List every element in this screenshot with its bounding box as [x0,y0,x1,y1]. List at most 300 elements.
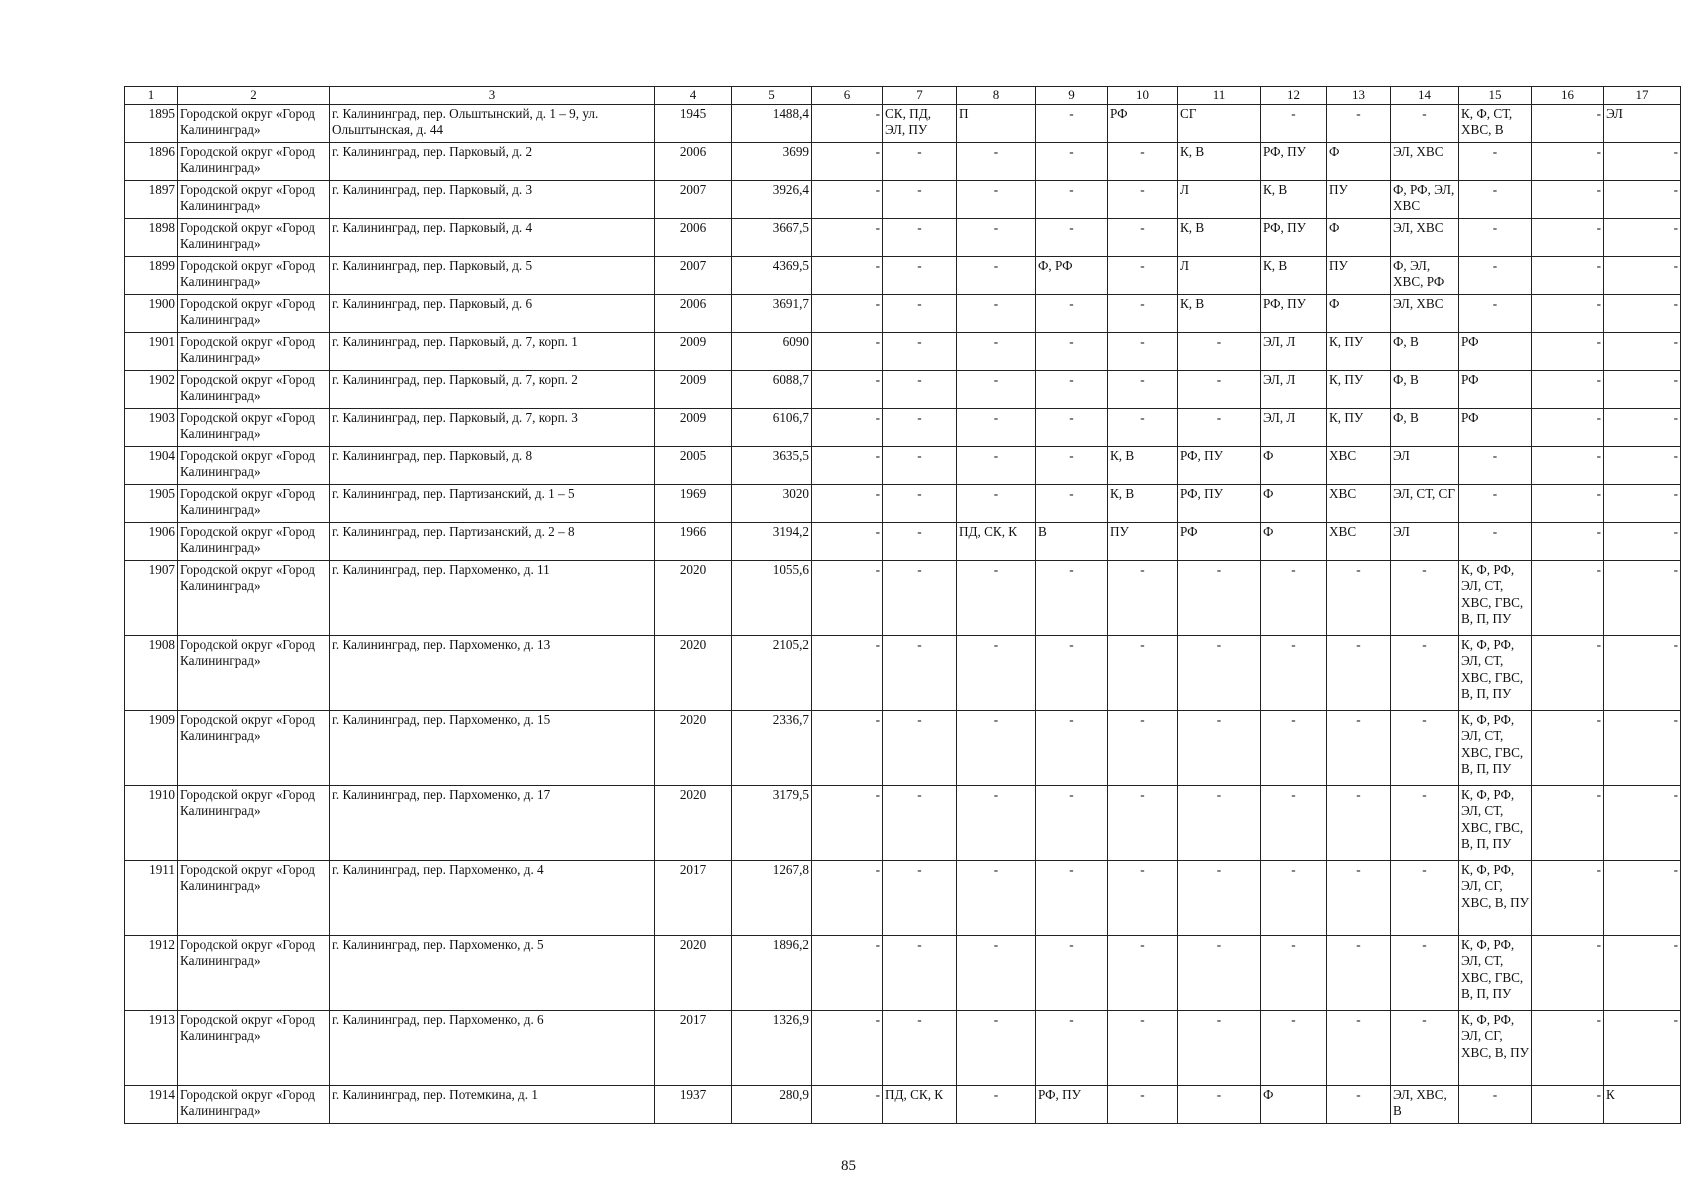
col-6-cell: - [812,635,883,710]
address-cell: г. Калининград, пер. Пархоменко, д. 11 [330,560,655,635]
address-cell: г. Калининград, пер. Пархоменко, д. 5 [330,935,655,1010]
table-row [125,710,1681,785]
municipality-cell: Городской округ «Город Калининград» [178,1085,330,1123]
row-number-cell: 1910 [125,785,178,860]
col-12-cell: ЭЛ, Л [1261,332,1327,370]
col-6-cell: - [812,522,883,560]
col-8-cell: - [957,408,1036,446]
column-header: 9 [1036,87,1108,105]
col-13-cell: - [1327,785,1391,860]
table-row [125,1010,1681,1085]
year-built-cell: 1966 [655,522,732,560]
row-number-cell: 1895 [125,104,178,142]
col-15-cell: К, Ф, РФ, ЭЛ, СТ, ХВС, ГВС, В, П, ПУ [1459,785,1532,860]
col-6-cell: - [812,104,883,142]
col-6-cell: - [812,446,883,484]
col-11-cell: - [1178,635,1261,710]
col-16-cell: - [1532,446,1604,484]
col-9-cell: - [1036,560,1108,635]
col-12-cell: - [1261,710,1327,785]
col-14-cell: Ф, В [1391,370,1459,408]
col-12-cell: К, В [1261,256,1327,294]
col-11-cell: Л [1178,256,1261,294]
col-9-cell: - [1036,710,1108,785]
col-11-cell: - [1178,935,1261,1010]
col-17-cell: - [1604,935,1681,1010]
municipality-cell: Городской округ «Город Калининград» [178,142,330,180]
col-16-cell: - [1532,332,1604,370]
col-8-cell: - [957,218,1036,256]
address-cell: г. Калининград, пер. Парковый, д. 2 [330,142,655,180]
col-16-cell: - [1532,785,1604,860]
row-number-cell: 1909 [125,710,178,785]
col-13-cell: Ф [1327,142,1391,180]
col-13-cell: - [1327,635,1391,710]
col-16-cell: - [1532,860,1604,935]
table-row [125,332,1681,370]
municipality-cell: Городской округ «Город Калининград» [178,935,330,1010]
col-15-cell: К, Ф, РФ, ЭЛ, СГ, ХВС, В, ПУ [1459,860,1532,935]
col-16-cell: - [1532,635,1604,710]
col-17-cell: - [1604,370,1681,408]
total-area-cell: 3635,5 [732,446,812,484]
col-10-cell: - [1108,785,1178,860]
table-row [125,935,1681,1010]
row-number-cell: 1900 [125,294,178,332]
address-cell: г. Калининград, пер. Потемкина, д. 1 [330,1085,655,1123]
table-row [125,446,1681,484]
col-8-cell: - [957,370,1036,408]
col-14-cell: Ф, В [1391,408,1459,446]
address-cell: г. Калининград, пер. Парковый, д. 8 [330,446,655,484]
column-header: 10 [1108,87,1178,105]
col-13-cell: Ф [1327,294,1391,332]
total-area-cell: 2336,7 [732,710,812,785]
col-15-cell: - [1459,484,1532,522]
col-14-cell: ЭЛ [1391,446,1459,484]
col-9-cell: Ф, РФ [1036,256,1108,294]
col-15-cell: - [1459,294,1532,332]
municipality-cell: Городской округ «Город Калининград» [178,635,330,710]
col-13-cell: К, ПУ [1327,332,1391,370]
address-cell: г. Калининград, пер. Ольштынский, д. 1 – 9, ул. Ольштынская, д. 44 [330,104,655,142]
col-9-cell: - [1036,142,1108,180]
col-15-cell: К, Ф, СТ, ХВС, В [1459,104,1532,142]
col-11-cell: - [1178,332,1261,370]
table-row [125,860,1681,935]
col-17-cell: К [1604,1085,1681,1123]
column-header: 6 [812,87,883,105]
row-number-cell: 1904 [125,446,178,484]
col-15-cell: - [1459,1085,1532,1123]
col-9-cell: - [1036,446,1108,484]
col-13-cell: ПУ [1327,256,1391,294]
col-7-cell: - [883,710,957,785]
table-row [125,635,1681,710]
total-area-cell: 1488,4 [732,104,812,142]
row-number-cell: 1907 [125,560,178,635]
municipality-cell: Городской округ «Город Калининград» [178,446,330,484]
municipality-cell: Городской округ «Город Калининград» [178,332,330,370]
total-area-cell: 3691,7 [732,294,812,332]
col-10-cell: - [1108,370,1178,408]
column-number-row [125,87,1681,105]
col-13-cell: - [1327,1010,1391,1085]
municipality-cell: Городской округ «Город Калининград» [178,180,330,218]
col-11-cell: СГ [1178,104,1261,142]
col-10-cell: - [1108,332,1178,370]
col-13-cell: - [1327,710,1391,785]
col-17-cell: - [1604,446,1681,484]
col-8-cell: - [957,635,1036,710]
address-cell: г. Калининград, пер. Парковый, д. 5 [330,256,655,294]
address-cell: г. Калининград, пер. Пархоменко, д. 17 [330,785,655,860]
total-area-cell: 6090 [732,332,812,370]
col-10-cell: - [1108,1085,1178,1123]
year-built-cell: 1937 [655,1085,732,1123]
col-16-cell: - [1532,1085,1604,1123]
col-16-cell: - [1532,710,1604,785]
municipality-cell: Городской округ «Город Калининград» [178,560,330,635]
column-header: 14 [1391,87,1459,105]
column-header: 7 [883,87,957,105]
col-15-cell: РФ [1459,370,1532,408]
col-11-cell: К, В [1178,294,1261,332]
col-10-cell: ПУ [1108,522,1178,560]
col-9-cell: В [1036,522,1108,560]
col-12-cell: РФ, ПУ [1261,142,1327,180]
col-9-cell: РФ, ПУ [1036,1085,1108,1123]
col-12-cell: - [1261,104,1327,142]
col-15-cell: РФ [1459,332,1532,370]
year-built-cell: 1969 [655,484,732,522]
col-12-cell: Ф [1261,522,1327,560]
col-17-cell: - [1604,484,1681,522]
table-body [125,104,1681,1123]
col-14-cell: - [1391,635,1459,710]
table-row [125,370,1681,408]
total-area-cell: 3020 [732,484,812,522]
col-11-cell: - [1178,710,1261,785]
col-15-cell: - [1459,256,1532,294]
col-14-cell: ЭЛ, ХВС [1391,142,1459,180]
municipality-cell: Городской округ «Город Калининград» [178,256,330,294]
address-cell: г. Калининград, пер. Пархоменко, д. 6 [330,1010,655,1085]
col-16-cell: - [1532,294,1604,332]
col-12-cell: - [1261,560,1327,635]
col-8-cell: - [957,560,1036,635]
col-7-cell: - [883,484,957,522]
col-14-cell: Ф, В [1391,332,1459,370]
row-number-cell: 1897 [125,180,178,218]
col-16-cell: - [1532,484,1604,522]
row-number-cell: 1896 [125,142,178,180]
row-number-cell: 1911 [125,860,178,935]
col-8-cell: ПД, СК, К [957,522,1036,560]
col-17-cell: - [1604,1010,1681,1085]
col-15-cell: - [1459,522,1532,560]
col-8-cell: - [957,1085,1036,1123]
col-16-cell: - [1532,522,1604,560]
col-14-cell: - [1391,935,1459,1010]
row-number-cell: 1899 [125,256,178,294]
col-12-cell: РФ, ПУ [1261,294,1327,332]
col-11-cell: РФ, ПУ [1178,446,1261,484]
table-row [125,408,1681,446]
col-14-cell: - [1391,104,1459,142]
municipality-cell: Городской округ «Город Калининград» [178,484,330,522]
col-7-cell: - [883,256,957,294]
table-row [125,104,1681,142]
table-row [125,142,1681,180]
column-header: 3 [330,87,655,105]
col-7-cell: - [883,522,957,560]
col-6-cell: - [812,332,883,370]
col-13-cell: - [1327,860,1391,935]
col-8-cell: - [957,1010,1036,1085]
address-cell: г. Калининград, пер. Партизанский, д. 2 – 8 [330,522,655,560]
table-row [125,256,1681,294]
column-header: 17 [1604,87,1681,105]
col-7-cell: - [883,860,957,935]
col-16-cell: - [1532,935,1604,1010]
year-built-cell: 2020 [655,935,732,1010]
col-14-cell: ЭЛ, ХВС, В [1391,1085,1459,1123]
year-built-cell: 2006 [655,218,732,256]
year-built-cell: 2020 [655,785,732,860]
address-cell: г. Калининград, пер. Партизанский, д. 1 – 5 [330,484,655,522]
total-area-cell: 1896,2 [732,935,812,1010]
col-13-cell: ХВС [1327,484,1391,522]
col-17-cell: ЭЛ [1604,104,1681,142]
col-7-cell: - [883,785,957,860]
col-7-cell: - [883,935,957,1010]
col-9-cell: - [1036,1010,1108,1085]
col-7-cell: - [883,218,957,256]
municipality-cell: Городской округ «Город Калининград» [178,370,330,408]
column-header: 13 [1327,87,1391,105]
municipality-cell: Городской округ «Город Калининград» [178,785,330,860]
year-built-cell: 2007 [655,256,732,294]
col-13-cell: - [1327,560,1391,635]
col-6-cell: - [812,484,883,522]
col-16-cell: - [1532,142,1604,180]
col-6-cell: - [812,935,883,1010]
year-built-cell: 2020 [655,710,732,785]
column-header: 16 [1532,87,1604,105]
col-8-cell: - [957,142,1036,180]
col-9-cell: - [1036,370,1108,408]
col-12-cell: Ф [1261,446,1327,484]
year-built-cell: 2007 [655,180,732,218]
col-9-cell: - [1036,294,1108,332]
year-built-cell: 2006 [655,142,732,180]
table-row [125,560,1681,635]
col-9-cell: - [1036,218,1108,256]
col-15-cell: - [1459,446,1532,484]
row-number-cell: 1912 [125,935,178,1010]
col-17-cell: - [1604,785,1681,860]
col-11-cell: - [1178,860,1261,935]
col-10-cell: - [1108,218,1178,256]
col-13-cell: К, ПУ [1327,408,1391,446]
col-16-cell: - [1532,370,1604,408]
col-9-cell: - [1036,484,1108,522]
col-6-cell: - [812,218,883,256]
page-number: 85 [841,1158,856,1174]
col-7-cell: - [883,294,957,332]
col-8-cell: - [957,332,1036,370]
table-row [125,484,1681,522]
col-10-cell: - [1108,935,1178,1010]
col-12-cell: - [1261,860,1327,935]
year-built-cell: 2006 [655,294,732,332]
col-13-cell: ПУ [1327,180,1391,218]
col-10-cell: - [1108,560,1178,635]
col-9-cell: - [1036,332,1108,370]
row-number-cell: 1914 [125,1085,178,1123]
total-area-cell: 6106,7 [732,408,812,446]
column-header: 2 [178,87,330,105]
column-header: 12 [1261,87,1327,105]
col-16-cell: - [1532,560,1604,635]
col-15-cell: К, Ф, РФ, ЭЛ, СТ, ХВС, ГВС, В, П, ПУ [1459,710,1532,785]
address-cell: г. Калининград, пер. Парковый, д. 7, корп. 2 [330,370,655,408]
col-16-cell: - [1532,180,1604,218]
col-7-cell: - [883,408,957,446]
col-6-cell: - [812,180,883,218]
total-area-cell: 6088,7 [732,370,812,408]
col-11-cell: Л [1178,180,1261,218]
municipality-cell: Городской округ «Город Калининград» [178,294,330,332]
table-row [125,294,1681,332]
col-6-cell: - [812,256,883,294]
col-12-cell: РФ, ПУ [1261,218,1327,256]
col-9-cell: - [1036,785,1108,860]
col-17-cell: - [1604,860,1681,935]
row-number-cell: 1898 [125,218,178,256]
col-15-cell: К, Ф, РФ, ЭЛ, СТ, ХВС, ГВС, В, П, ПУ [1459,560,1532,635]
col-15-cell: К, Ф, РФ, ЭЛ, СТ, ХВС, ГВС, В, П, ПУ [1459,935,1532,1010]
col-7-cell: - [883,1010,957,1085]
address-cell: г. Калининград, пер. Пархоменко, д. 15 [330,710,655,785]
municipality-cell: Городской округ «Город Калининград» [178,1010,330,1085]
col-7-cell: - [883,446,957,484]
col-9-cell: - [1036,635,1108,710]
year-built-cell: 2005 [655,446,732,484]
total-area-cell: 3194,2 [732,522,812,560]
col-14-cell: ЭЛ, ХВС [1391,294,1459,332]
address-cell: г. Калининград, пер. Парковый, д. 3 [330,180,655,218]
col-11-cell: - [1178,560,1261,635]
total-area-cell: 3926,4 [732,180,812,218]
total-area-cell: 1267,8 [732,860,812,935]
col-8-cell: - [957,256,1036,294]
total-area-cell: 4369,5 [732,256,812,294]
col-15-cell: - [1459,218,1532,256]
col-14-cell: - [1391,785,1459,860]
col-11-cell: РФ [1178,522,1261,560]
col-13-cell: Ф [1327,218,1391,256]
col-10-cell: - [1108,294,1178,332]
col-13-cell: - [1327,935,1391,1010]
col-7-cell: СК, ПД, ЭЛ, ПУ [883,104,957,142]
address-cell: г. Калининград, пер. Пархоменко, д. 4 [330,860,655,935]
col-7-cell: - [883,635,957,710]
col-17-cell: - [1604,635,1681,710]
col-15-cell: РФ [1459,408,1532,446]
col-8-cell: - [957,785,1036,860]
col-6-cell: - [812,370,883,408]
year-built-cell: 2020 [655,560,732,635]
col-17-cell: - [1604,256,1681,294]
col-17-cell: - [1604,522,1681,560]
total-area-cell: 1326,9 [732,1010,812,1085]
col-6-cell: - [812,294,883,332]
municipality-cell: Городской округ «Город Калининград» [178,408,330,446]
col-7-cell: - [883,560,957,635]
total-area-cell: 1055,6 [732,560,812,635]
col-10-cell: - [1108,635,1178,710]
address-cell: г. Калининград, пер. Парковый, д. 4 [330,218,655,256]
col-7-cell: ПД, СК, К [883,1085,957,1123]
col-17-cell: - [1604,560,1681,635]
col-14-cell: Ф, РФ, ЭЛ, ХВС [1391,180,1459,218]
col-15-cell: К, Ф, РФ, ЭЛ, СГ, ХВС, В, ПУ [1459,1010,1532,1085]
municipality-cell: Городской округ «Город Калининград» [178,710,330,785]
address-cell: г. Калининград, пер. Пархоменко, д. 13 [330,635,655,710]
address-cell: г. Калининград, пер. Парковый, д. 7, корп. 1 [330,332,655,370]
col-6-cell: - [812,1085,883,1123]
col-8-cell: - [957,294,1036,332]
col-7-cell: - [883,142,957,180]
col-10-cell: - [1108,860,1178,935]
total-area-cell: 280,9 [732,1085,812,1123]
col-13-cell: - [1327,104,1391,142]
col-8-cell: - [957,710,1036,785]
col-8-cell: - [957,446,1036,484]
col-11-cell: К, В [1178,142,1261,180]
year-built-cell: 2009 [655,332,732,370]
municipality-cell: Городской округ «Город Калининград» [178,522,330,560]
col-17-cell: - [1604,710,1681,785]
col-17-cell: - [1604,332,1681,370]
col-8-cell: П [957,104,1036,142]
col-11-cell: - [1178,1010,1261,1085]
col-11-cell: - [1178,785,1261,860]
col-14-cell: - [1391,860,1459,935]
col-14-cell: ЭЛ, СТ, СГ [1391,484,1459,522]
column-header: 15 [1459,87,1532,105]
col-6-cell: - [812,560,883,635]
col-11-cell: - [1178,408,1261,446]
register-table [124,86,1681,1124]
col-12-cell: - [1261,1010,1327,1085]
table-row [125,1085,1681,1123]
col-10-cell: - [1108,256,1178,294]
col-9-cell: - [1036,860,1108,935]
col-11-cell: К, В [1178,218,1261,256]
col-8-cell: - [957,935,1036,1010]
table-row [125,522,1681,560]
col-17-cell: - [1604,180,1681,218]
col-13-cell: ХВС [1327,522,1391,560]
col-17-cell: - [1604,294,1681,332]
col-9-cell: - [1036,935,1108,1010]
col-6-cell: - [812,860,883,935]
col-8-cell: - [957,484,1036,522]
col-16-cell: - [1532,256,1604,294]
